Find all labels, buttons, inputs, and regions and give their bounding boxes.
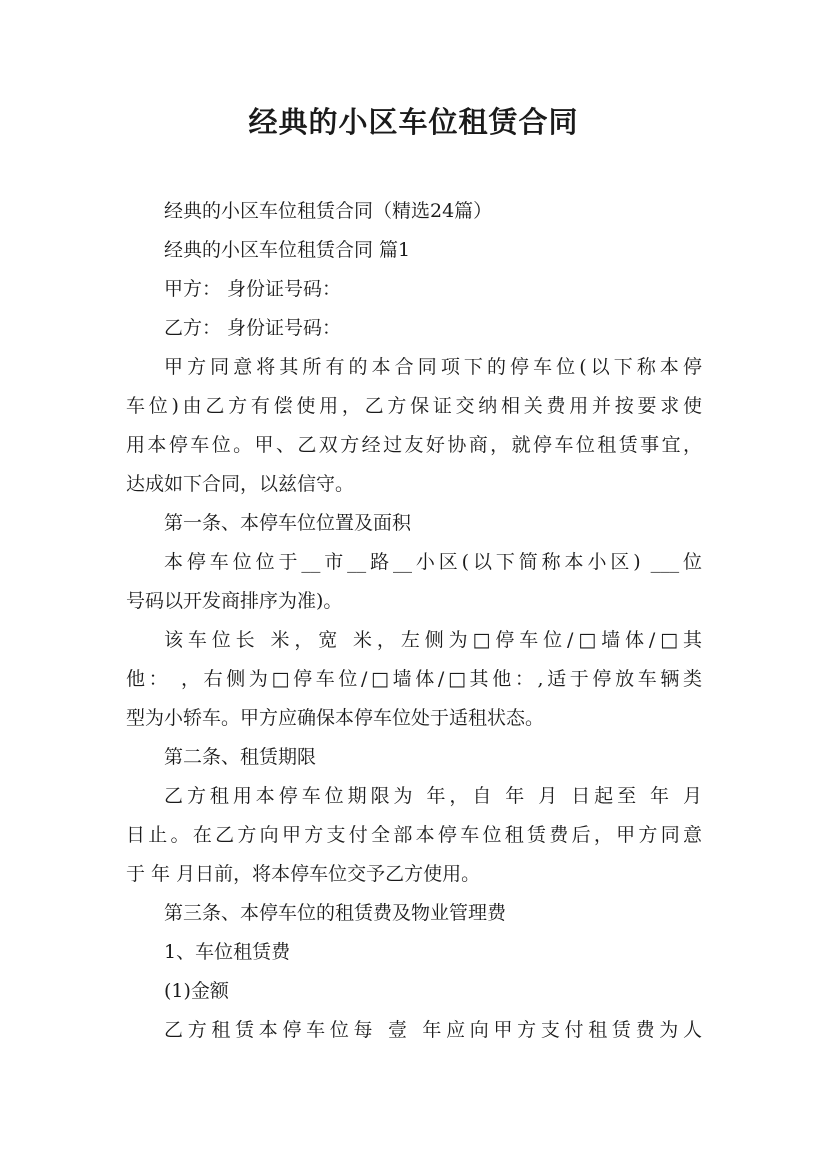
subsection-heading: 1、车位租赁费 [164,941,291,963]
text-line: 号码以开发商排序为准)。 [126,590,343,612]
text-line: 于 年 月日前，将本停车位交予乙方使用。 [126,863,481,885]
section-heading: 第一条、本停车位位置及面积 [164,512,412,534]
text-line: 乙方租赁本停车位每 壹 年应向甲方支付租赁费为人 [164,1019,702,1041]
text-line: 他： ，右侧为□停车位/□墙体/□其他：,适于停放车辆类 [126,668,702,690]
text-line: 用本停车位。甲、乙双方经过友好协商，就停车位租赁事宜， [126,434,702,456]
text-line: 日止。在乙方向甲方支付全部本停车位租赁费后，甲方同意 [126,824,702,846]
text-line: 经典的小区车位租赁合同 篇1 [164,239,411,261]
document-body [126,192,702,1050]
section-heading: 第三条、本停车位的租赁费及物业管理费 [164,902,507,924]
text-line: 达成如下合同，以兹信守。 [126,473,355,495]
text-line: 型为小轿车。甲方应确保本停车位处于适租状态。 [126,707,545,729]
section-heading: 第二条、租赁期限 [164,746,317,768]
subsection-heading: (1)金额 [164,980,229,1002]
text-line: 乙方租用本停车位期限为 年，自 年 月 日起至 年 月 [164,785,702,807]
text-line: 本停车位位于__市__路__小区(以下简称本小区) ___位 [164,551,702,573]
text-line: 甲方同意将其所有的本合同项下的停车位(以下称本停 [164,356,702,378]
document-title: 经典的小区车位租赁合同 [248,105,579,139]
text-line: 该车位长 米，宽 米，左侧为□停车位/□墙体/□其 [164,629,702,651]
text-line: 乙方： 身份证号码： [164,317,342,339]
text-line: 经典的小区车位租赁合同（精选24篇） [164,200,493,222]
text-line: 车位)由乙方有偿使用，乙方保证交纳相关费用并按要求使 [126,395,702,417]
text-line: 甲方： 身份证号码： [164,278,342,300]
